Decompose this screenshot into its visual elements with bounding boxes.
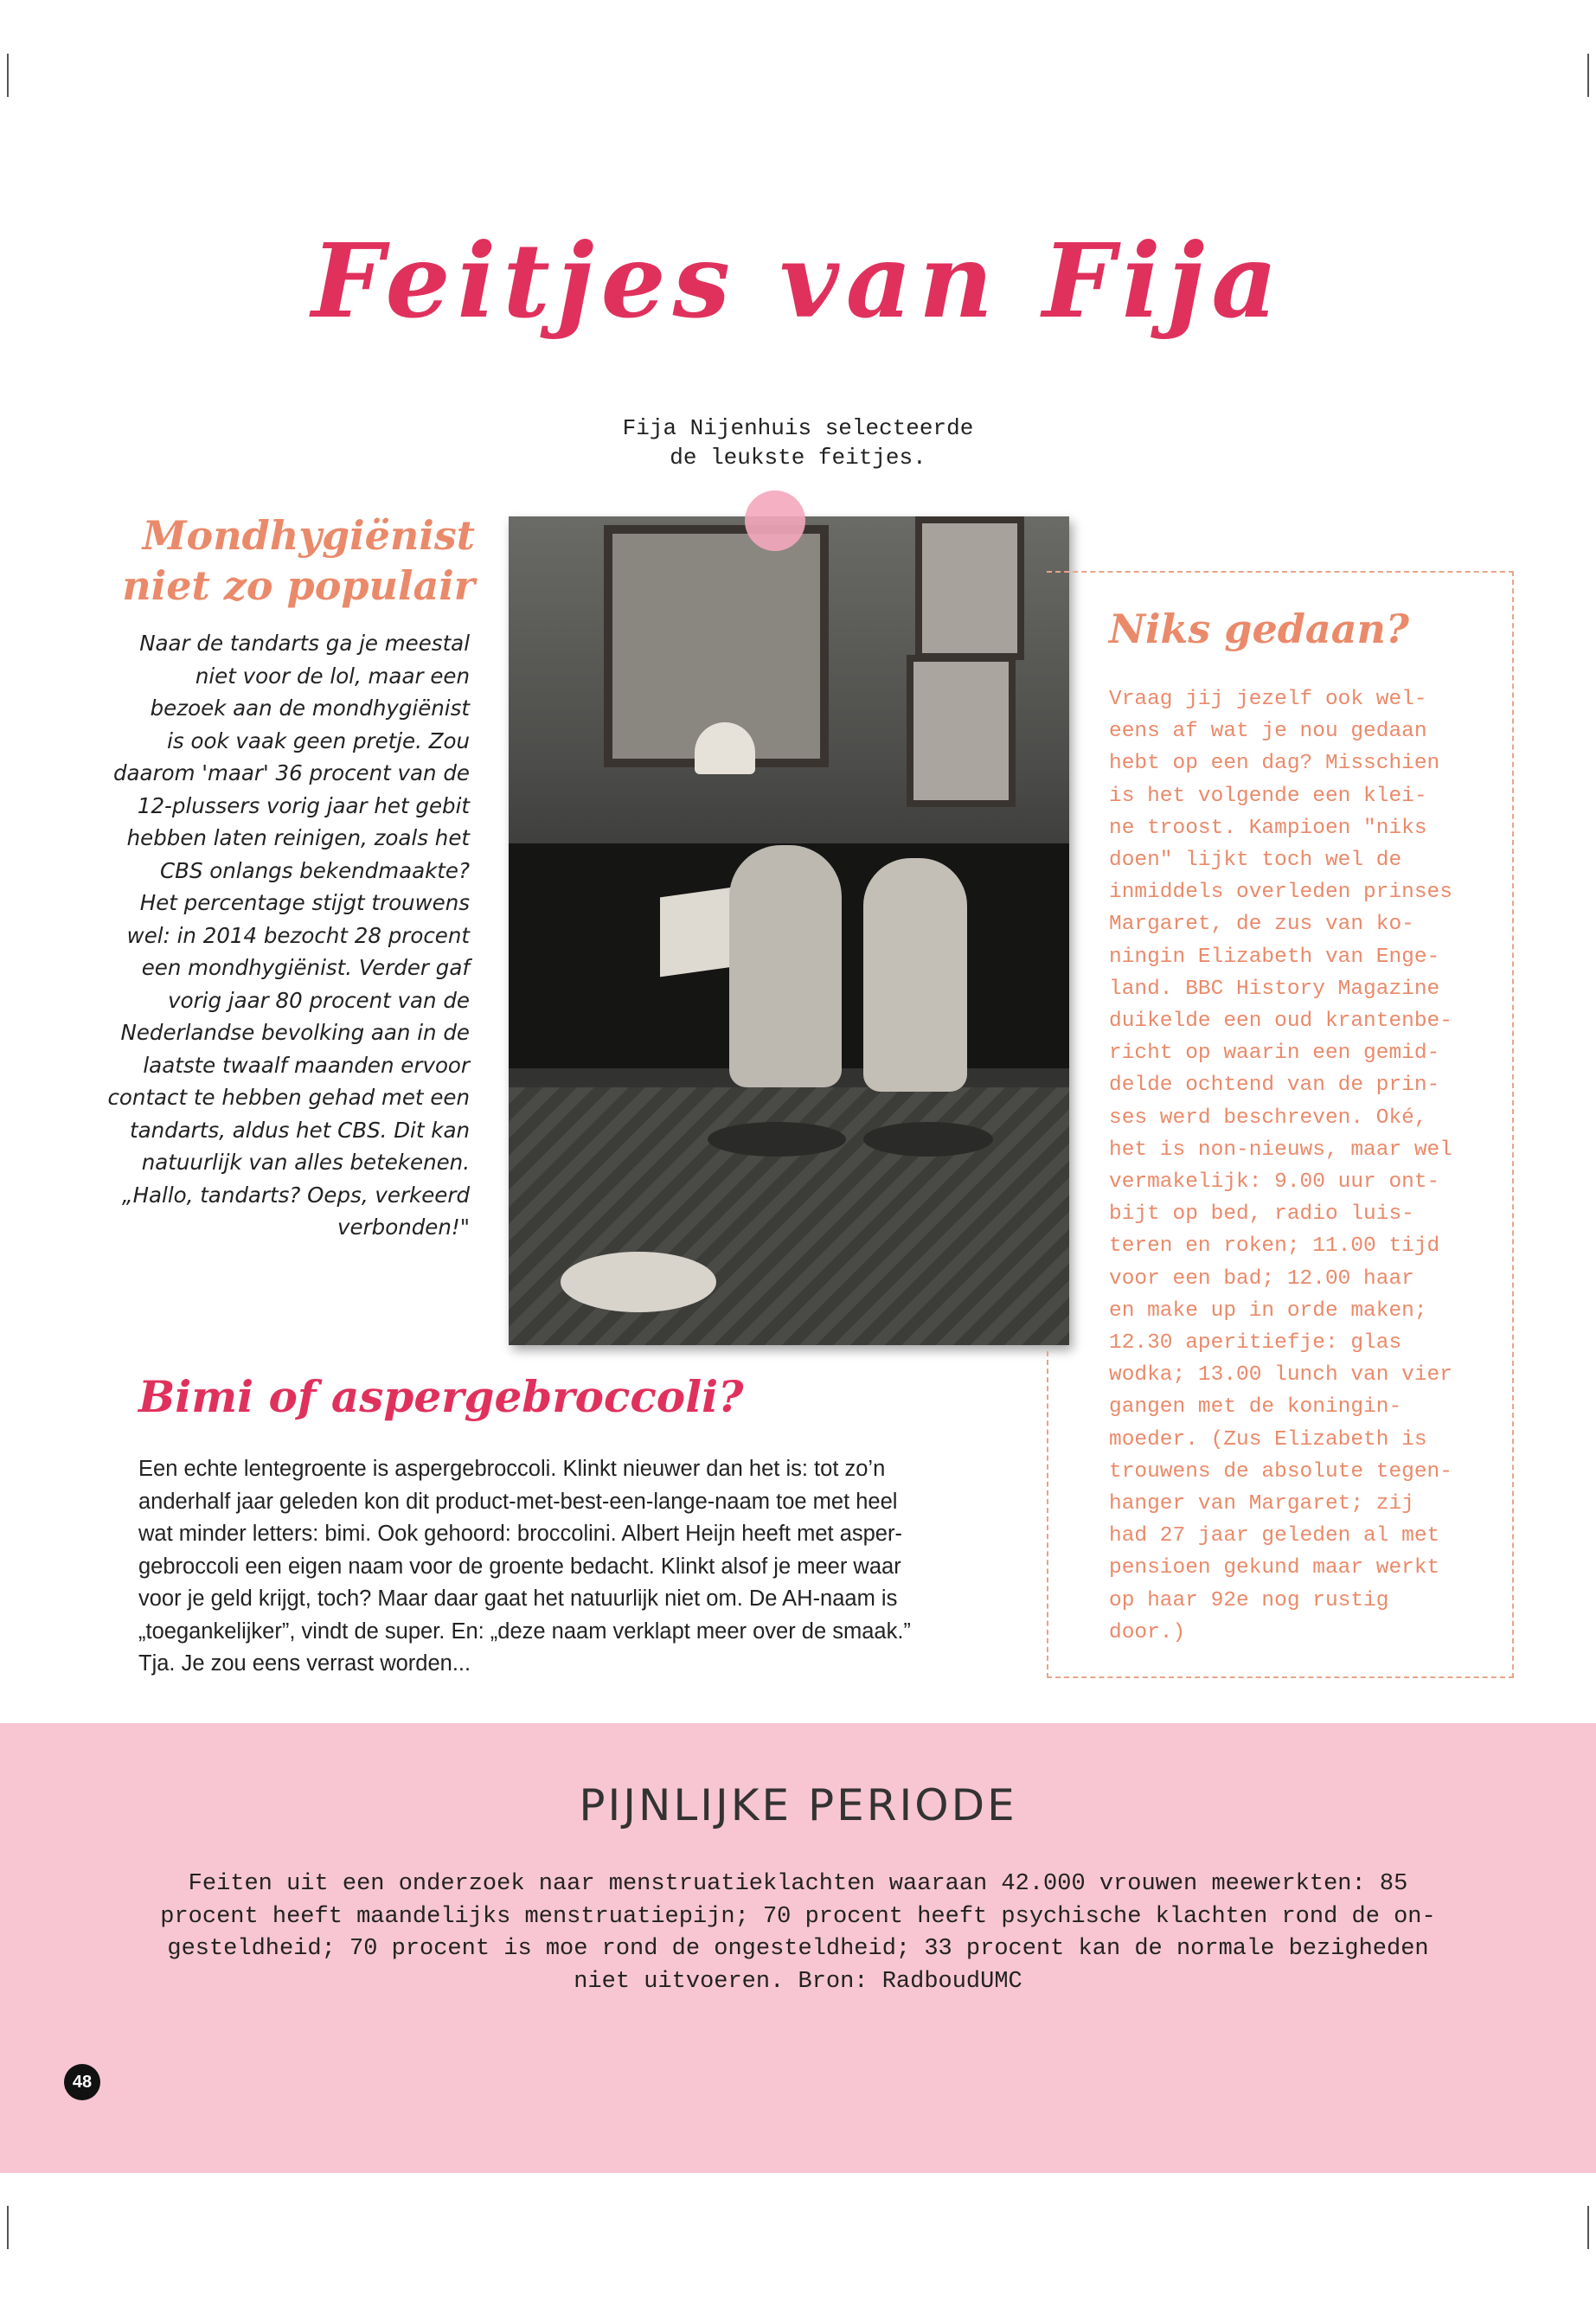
crop-mark-bottom-right (1587, 2206, 1589, 2249)
girl-left (729, 845, 842, 1087)
crop-mark-bottom-left (7, 2206, 9, 2249)
crop-mark-top-left (7, 54, 9, 97)
mondhygienist-heading: Mondhygiënist niet zo populair (122, 512, 475, 609)
band-title: PIJNLIJKE PERIODE (579, 1780, 1017, 1830)
piano-stool (863, 1122, 993, 1157)
small-portrait-frame (907, 655, 1016, 807)
page-number: 48 (64, 2064, 100, 2100)
niks-gedaan-body: Vraag jij jezelf ook wel- eens af wat je nou gedaan hebt op een dag? Misschien is het volgende een klei- ne troost. Kampioen "niks doen" lijkt toch wel de inmiddels overleden prinses Margaret, de zus van ko- ningin Elizabeth van Enge- land. BBC History Magazine duikelde een oud krantenbe- richt op waarin een gemid- delde ochtend van de prin- ses werd beschreven. Oké, het is non-nieuws, maar wel vermakelijk: 9.00 uur ont- bijt op bed, radio luis- teren en roken; 11.00 tijd voor een bad; 12.00 haar en make up in orde maken; 12.30 aperitiefje: glas wodka; 13.00 lunch van vier gangen met de koningin- moeder. (Zus Elizabeth is trouwens de absolute tegen- hanger van Margaret; zij had 27 jaar geleden al met pensioen gekund maar werkt op haar 92e nog rustig door.) (1109, 688, 1452, 1644)
page-subtitle: Fija Nijenhuis selecteerde de leukste feitjes. (622, 415, 974, 471)
vintage-piano-photo (509, 516, 1069, 1345)
girl-right (863, 858, 967, 1092)
niks-gedaan-heading: Niks gedaan? (1109, 606, 1409, 652)
mondhygienist-body: Naar de tandarts ga je meestal niet voor de lol, maar een bezoek aan de mondhygiënist is ook vaak geen pretje. Zou daarom 'maar' 36 procent van de 12-plussers vorig jaar het gebit hebben laten reinigen, zoals het CBS onlangs bekendmaakte? Het percentage stijgt trouwens wel: in 2014 bezocht 28 procent een mondhygiënist. Verder gaf vorig jaar 80 procent van de Nederlandse bevolking aan in de laatste twaalf maanden ervoor contact te hebben gehad met een tandarts, aldus het CBS. Dit kan natuurlijk van alles betekenen. „Hallo, tandarts? Oeps, verkeerd verbonden!" (107, 631, 470, 1240)
bimi-heading: Bimi of aspergebroccoli? (138, 1371, 744, 1422)
small-portrait-frame (915, 516, 1024, 660)
crop-mark-top-right (1587, 54, 1589, 97)
pink-pin-dot (745, 490, 805, 551)
bimi-body: Een echte lentegroente is aspergebroccoli. Klinkt nieuwer dan het is: tot zo’n anderhalf jaar geleden kon dit product-met-best-een-lange-naam toe met heel wat minder letters: bimi. Ook gehoord: broccolini. Albert Heijn heeft met asper- gebroccoli een eigen naam voor de groente bedacht. Klinkt alsof je meer waar voor je geld krijgt, toch? Maar daar gaat het natuurlijk niet om. De AH-naam is „toegankelijker”, vindt de super. En: „deze naam verklapt meer over de smaak.” Tja. Je zou eens verrast worden... (138, 1457, 911, 1676)
page-title: Feitjes van Fija (311, 221, 1285, 341)
band-body: Feiten uit een onderzoek naar menstruatieklachten waaraan 42.000 vrouwen meewerkten: 85 procent heeft maandelijks menstruatiepijn; 70 procent heeft psychische klachten rond de on- gesteldheid; 70 procent is moe rond de ongesteldheid; 33 procent kan de normale bezigheden niet uitvoeren. Bron: RadboudUMC (160, 1871, 1436, 1995)
piano-stool (708, 1122, 846, 1157)
dog (561, 1252, 716, 1312)
